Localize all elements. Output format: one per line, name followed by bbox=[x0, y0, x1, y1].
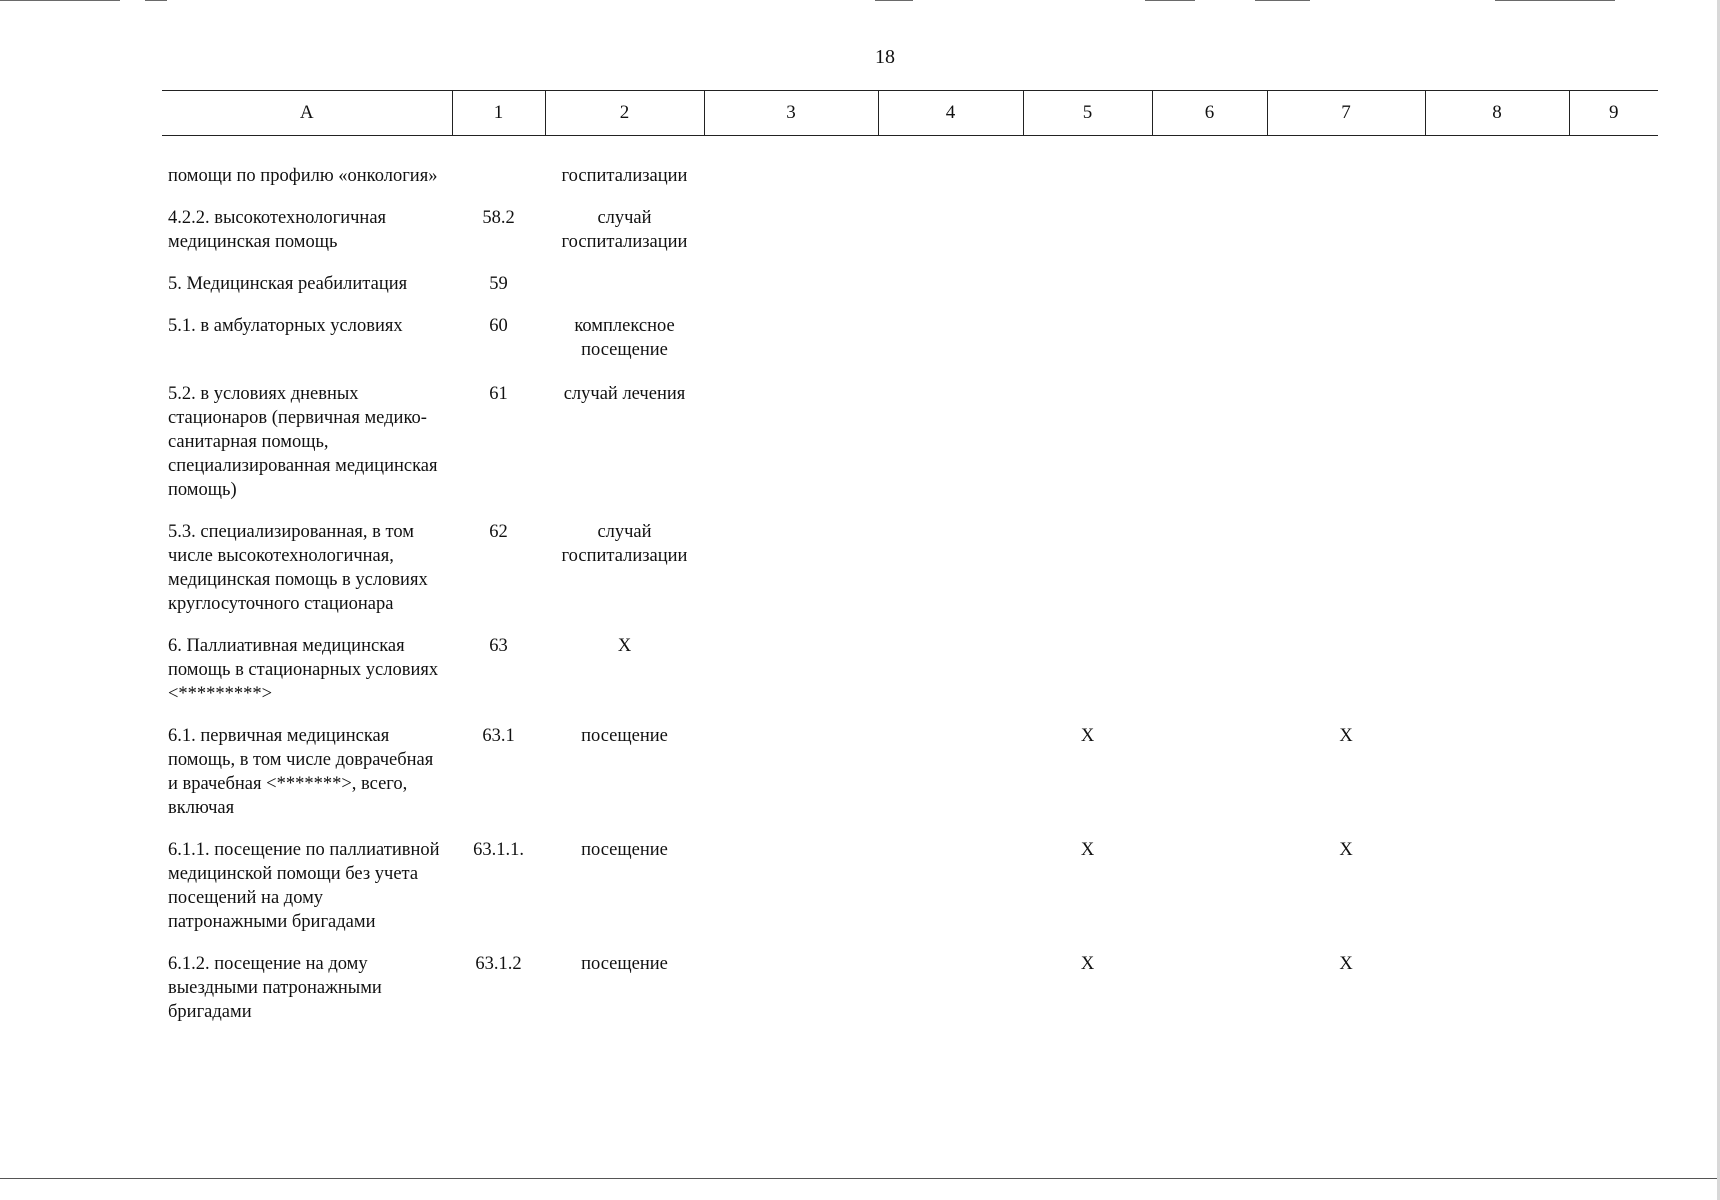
page-number: 18 bbox=[875, 46, 895, 68]
row-name: 5.1. в амбулаторных условиях bbox=[168, 316, 403, 336]
column-header-8: 8 bbox=[1425, 91, 1569, 136]
table-row bbox=[162, 952, 1658, 1024]
row-name: 5. Медицинская реабилитация bbox=[168, 274, 408, 294]
table-row bbox=[162, 520, 1658, 634]
column-header-5: 5 bbox=[1023, 91, 1152, 136]
row-col5 bbox=[1023, 314, 1152, 382]
row-name: 5.2. в условиях дневных стационаров (первичная медико-санитарная помощь, специализированная медицинская помощь) bbox=[168, 384, 438, 500]
row-name: 4.2.2. высокотехнологичная медицинская помощь bbox=[168, 208, 387, 252]
column-header-3: 3 bbox=[704, 91, 878, 136]
row-col7: X bbox=[1339, 954, 1353, 974]
row-name: 6.1. первичная медицинская помощь, в том числе доврачебная и врачебная <*******>, всего, включая bbox=[168, 726, 434, 818]
column-header-1: 1 bbox=[452, 91, 545, 136]
table-row bbox=[162, 206, 1658, 272]
row-unit: случай госпитализации bbox=[561, 522, 688, 566]
row-col5 bbox=[1023, 272, 1152, 314]
row-unit bbox=[545, 272, 704, 314]
row-name: 6.1.2. посещение на дому выездными патронажными бригадами bbox=[168, 954, 382, 1022]
row-unit: госпитализации bbox=[561, 166, 688, 186]
table-row bbox=[162, 136, 1658, 207]
row-col7: X bbox=[1339, 726, 1353, 746]
row-col5 bbox=[1023, 206, 1152, 272]
scan-bottom-edge bbox=[0, 1178, 1720, 1179]
column-header-6: 6 bbox=[1152, 91, 1267, 136]
data-table bbox=[162, 90, 1658, 1024]
row-col7 bbox=[1267, 272, 1425, 314]
row-unit: случай госпитализации bbox=[561, 208, 688, 252]
column-header-9: 9 bbox=[1569, 91, 1658, 136]
row-col7 bbox=[1267, 136, 1425, 207]
column-header-4: 4 bbox=[878, 91, 1023, 136]
row-col7 bbox=[1267, 520, 1425, 634]
row-code: 61 bbox=[489, 384, 508, 404]
row-col5 bbox=[1023, 520, 1152, 634]
row-code: 62 bbox=[489, 522, 508, 542]
table-row bbox=[162, 314, 1658, 382]
row-code: 60 bbox=[489, 316, 508, 336]
table-row bbox=[162, 634, 1658, 724]
data-table-container bbox=[162, 90, 1658, 1024]
row-code: 63.1.2 bbox=[475, 954, 522, 974]
row-name: 6.1.1. посещение по паллиативной медицинской помощи без учета посещений на дому патронажными бригадами bbox=[168, 840, 440, 932]
row-col5 bbox=[1023, 382, 1152, 520]
row-code: 58.2 bbox=[482, 208, 515, 228]
scan-artifact-line bbox=[1145, 0, 1195, 1]
table-row bbox=[162, 838, 1658, 952]
column-header-a: А bbox=[162, 91, 452, 136]
row-col5 bbox=[1023, 634, 1152, 724]
row-unit: X bbox=[617, 636, 632, 656]
row-unit: случай лечения bbox=[563, 384, 686, 404]
row-unit: посещение bbox=[581, 840, 668, 860]
scan-artifact-line bbox=[145, 0, 167, 1]
table-row bbox=[162, 272, 1658, 314]
row-col5 bbox=[1023, 136, 1152, 207]
row-name: помощи по профилю «онкология» bbox=[168, 166, 438, 186]
scan-artifact-line bbox=[875, 0, 913, 1]
row-col7 bbox=[1267, 314, 1425, 382]
row-col7 bbox=[1267, 206, 1425, 272]
row-col7: X bbox=[1339, 840, 1353, 860]
row-code: 63 bbox=[489, 636, 508, 656]
row-code: 59 bbox=[489, 274, 508, 294]
scan-artifact-line bbox=[1255, 0, 1310, 1]
table-row bbox=[162, 382, 1658, 520]
scan-artifact-line bbox=[0, 0, 120, 1]
row-code: 63.1.1. bbox=[473, 840, 524, 860]
column-header-7: 7 bbox=[1267, 91, 1425, 136]
row-unit: посещение bbox=[581, 726, 668, 746]
row-name: 6. Паллиативная медицинская помощь в стационарных условиях <*********> bbox=[168, 636, 439, 704]
row-code: 63.1 bbox=[482, 726, 515, 746]
row-unit: посещение bbox=[581, 954, 668, 974]
table-row bbox=[162, 724, 1658, 838]
row-code bbox=[452, 136, 545, 207]
row-col5: X bbox=[1080, 954, 1095, 974]
row-col5: X bbox=[1080, 726, 1095, 746]
scan-artifact-line bbox=[1495, 0, 1615, 1]
row-col5: X bbox=[1080, 840, 1095, 860]
row-name: 5.3. специализированная, в том числе высокотехнологичная, медицинская помощь в условиях круглосуточного стационара bbox=[168, 522, 428, 614]
row-unit: комплексное посещение bbox=[574, 316, 675, 360]
row-col7 bbox=[1267, 382, 1425, 520]
column-header-2: 2 bbox=[545, 91, 704, 136]
table-header-row bbox=[162, 91, 1658, 136]
row-col7 bbox=[1267, 634, 1425, 724]
